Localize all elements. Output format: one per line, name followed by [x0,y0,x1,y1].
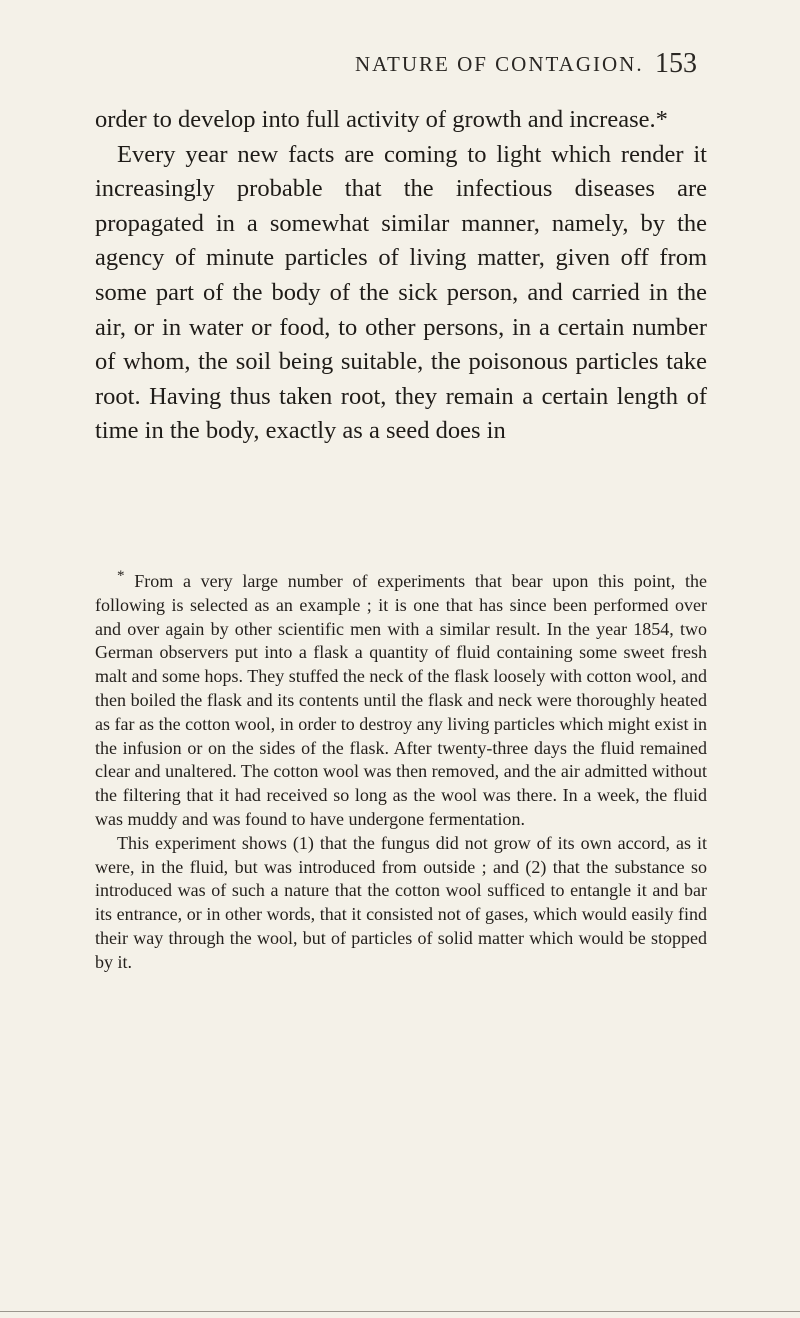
main-paragraph: Every year new facts are coming to light which render it increasingly probable that the infectious diseases are propagated in a somewhat similar manner, namely, by the agency of minute particles of living matter, given off from some part of the body of the sick person, and carried in the air, or in water or food, to other persons, in a certain number of whom, the soil being suitable, the poisonous particles take root. Having thus taken root, they remain a certain length of time in the body, exactly as a seed does in [95,140,707,445]
footnote [95,570,707,975]
main-text [95,103,707,449]
footnote-paragraph-text: From a very large number of experiments that bear upon this point, the following is selected as an example ; it is one that has since been performed over and over again by other scientific men with a similar result. In the year 1854, two German observers put into a flask a quantity of fluid containing some sweet fresh malt and some hops. They stuffed the neck of the flask loosely with cotton wool, and then boiled the flask and its contents until the flask and neck were thoroughly heated as far as the cotton wool, in order to destroy any living particles which might exist in the infusion or on the sides of the flask. After twenty-three days the fluid remained clear and unaltered. The cotton wool was then removed, and the air admitted without the filtering that it had received so long as the wool was there. In a week, the fluid was muddy and was found to have undergone fermentation. [95,571,707,829]
footnote-paragraph-second: This experiment shows (1) that the fungus did not grow of its own accord, as it were, in the fluid, but was introduced from outside ; and (2) that the substance so introduced was of such a nature that the cotton wool sufficed to entangle it and bar its entrance, or in other words, that it consisted not of gases, which would easily find their way through the wool, but of particles of solid matter which would be stopped by it. [95,832,707,972]
main-paragraph-continued: order to develop into full activity of growth and increase.* [95,106,668,133]
footnote-marker: * [117,568,125,584]
footnote-paragraph [95,570,707,832]
running-title: NATURE OF CONTAGION. [355,52,644,76]
page-edge-divider [0,1311,800,1312]
page-number: 153 [655,48,697,79]
running-head [0,48,800,88]
